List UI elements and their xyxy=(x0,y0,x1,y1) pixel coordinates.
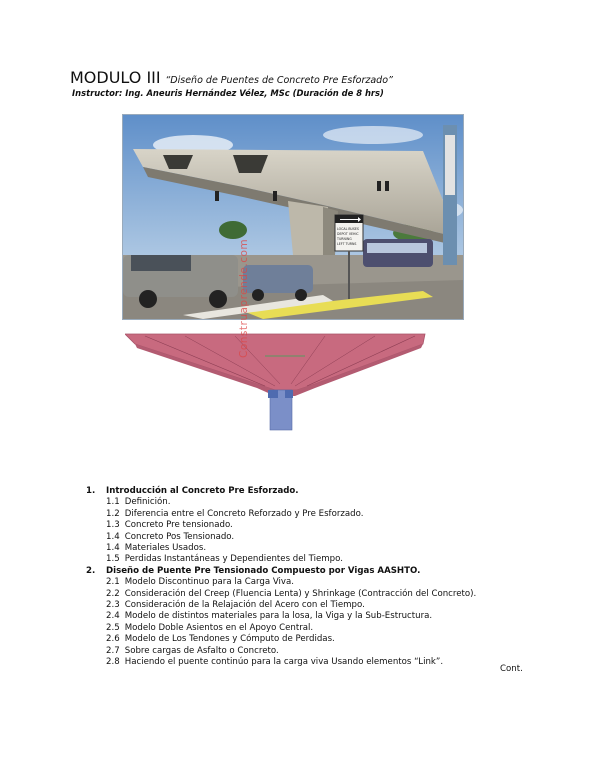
item-text: Concreto Pre tensionado. xyxy=(124,520,233,531)
outline-item xyxy=(86,646,546,657)
instructor-line: Instructor: Ing. Aneuris Hernández Vélez, MSc (Duración de 8 hrs) xyxy=(72,88,384,98)
item-text: Consideración de la Relajación del Acero con el Tiempo. xyxy=(124,600,365,611)
item-text: Haciendo el puente continúo para la carga viva Usando elementos “Link”. xyxy=(124,657,444,668)
sign-text-3: TURNING xyxy=(337,237,352,241)
bridge-model-render xyxy=(125,326,435,441)
outline-item xyxy=(86,509,546,520)
item-number: 2.5 xyxy=(106,622,120,633)
item-number: 2.7 xyxy=(106,645,120,656)
outline-item xyxy=(86,577,546,588)
item-number: 2.1 xyxy=(106,577,120,588)
outline-item xyxy=(86,611,546,622)
item-number: 1.5 xyxy=(106,554,120,565)
page-title xyxy=(70,68,393,87)
outline-item xyxy=(86,497,546,508)
item-text: Diferencia entre el Concreto Reforzado y Pre Esforzado. xyxy=(124,508,364,519)
item-number: 2.8 xyxy=(106,657,120,668)
sign-text-1: LOCAL BUSES xyxy=(337,227,359,231)
item-text: Modelo Discontinuo para la Carga Viva. xyxy=(124,577,294,588)
item-text: Modelo de Los Tendones y Cómputo de Perdidas. xyxy=(124,634,335,645)
sign-text-4: LEFT TURNS xyxy=(337,242,357,246)
item-number: 1.4 xyxy=(106,531,120,542)
section-title: Diseño de Puente Pre Tensionado Compuesto por Vigas AASHTO. xyxy=(106,565,421,576)
item-text: Modelo Doble Asientos en el Apoyo Central. xyxy=(124,622,314,633)
section-heading xyxy=(86,566,546,577)
section-title: Introducción al Concreto Pre Esforzado. xyxy=(106,486,299,496)
outline-item xyxy=(86,589,546,600)
sign-text-2: DEPOT VEHIC xyxy=(337,232,359,236)
item-number: 1.4 xyxy=(106,543,120,554)
outline-item xyxy=(86,532,546,543)
module-title: MODULO III xyxy=(70,68,161,87)
item-text: Materiales Usados. xyxy=(124,543,207,554)
outline-item xyxy=(86,634,546,645)
item-number: 2.2 xyxy=(106,588,120,599)
item-text: Definición. xyxy=(124,497,171,508)
item-text: Perdidas Instantáneas y Dependientes del Tiempo. xyxy=(124,554,343,565)
module-subtitle: “Diseño de Puentes de Concreto Pre Esforzado” xyxy=(165,75,393,86)
item-number: 2.3 xyxy=(106,600,120,611)
item-number: 2.6 xyxy=(106,634,120,645)
item-text: Concreto Pos Tensionado. xyxy=(124,531,235,542)
item-number: 1.3 xyxy=(106,520,120,531)
bridge-photo xyxy=(122,114,464,320)
outline-item xyxy=(86,554,546,565)
outline-item xyxy=(86,600,546,611)
watermark-text: Construaprende.com xyxy=(238,238,250,358)
section-heading xyxy=(86,486,546,497)
outline-item xyxy=(86,543,546,554)
outline-item xyxy=(86,623,546,634)
item-number: 1.1 xyxy=(106,497,120,508)
outline-item xyxy=(86,520,546,531)
continued-label: Cont. xyxy=(500,664,523,674)
course-outline xyxy=(86,486,546,669)
item-number: 1.2 xyxy=(106,508,120,519)
item-text: Sobre cargas de Asfalto o Concreto. xyxy=(124,645,279,656)
item-text: Modelo de distintos materiales para la losa, la Viga y la Sub-Estructura. xyxy=(124,611,433,622)
item-text: Consideración del Creep (Fluencia Lenta) y Shrinkage (Contracción del Concreto). xyxy=(124,588,477,599)
item-number: 2.4 xyxy=(106,611,120,622)
section-number: 2. xyxy=(86,565,96,576)
outline-item xyxy=(86,657,546,668)
section-number: 1. xyxy=(86,486,96,496)
